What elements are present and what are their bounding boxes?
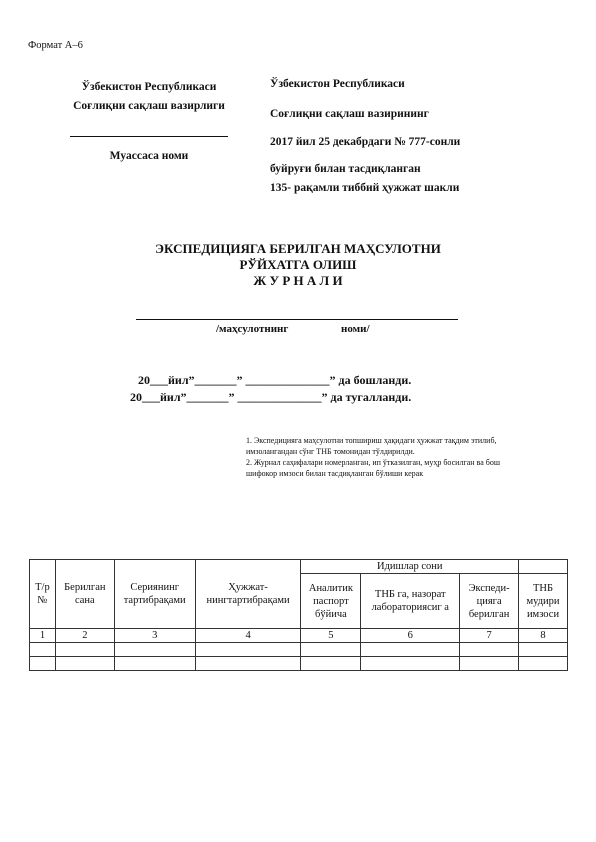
right-ministry: Соғлиқни сақлаш вазирининг	[270, 108, 429, 120]
table-cell[interactable]	[30, 643, 56, 657]
table-cell[interactable]	[519, 657, 568, 671]
header-number: Т/р №	[30, 560, 56, 629]
caption-part-1: /маҳсулотнинг	[216, 323, 289, 335]
note-1: 1. Экспедицияга маҳсулотни топшириш ҳақидаги ҳужжат тақдим этилиб, имзолангандан сўнг ТНБ томонидан тўлдирилди.	[246, 436, 497, 456]
title-line-2: РЎЙХАТГА ОЛИШ	[239, 257, 357, 272]
journal-dates	[130, 372, 470, 406]
end-date[interactable]: 20___йил”_______” ______________” да тугалланди.	[130, 390, 412, 404]
column-numbers-row	[30, 629, 568, 643]
table-row	[30, 643, 568, 657]
column-number: 2	[55, 629, 114, 643]
format-label: Формат А–6	[28, 40, 83, 51]
right-approved: буйруғи билан тасдиқланган	[270, 163, 421, 175]
header-date: Берилган сана	[55, 560, 114, 629]
journal-title	[60, 241, 536, 289]
product-name-line[interactable]	[136, 319, 458, 320]
table-cell[interactable]	[361, 657, 460, 671]
column-number: 3	[114, 629, 195, 643]
header-lab: ТНБ га, назорат лабораториясиг а	[361, 574, 460, 629]
table-cell[interactable]	[195, 657, 301, 671]
institution-label: Муассаса номи	[109, 150, 189, 162]
products-table	[29, 559, 568, 671]
header-series: Сериянинг тартибрақами	[114, 560, 195, 629]
notes	[246, 435, 516, 479]
table-cell[interactable]	[114, 643, 195, 657]
table-cell[interactable]	[55, 657, 114, 671]
title-line-1: ЭКСПЕДИЦИЯГА БЕРИЛГАН МАҲСУЛОТНИ	[155, 241, 441, 256]
caption-part-2: номи/	[341, 323, 370, 335]
table-cell[interactable]	[30, 657, 56, 671]
left-republic: Ўзбекистон Республикаси	[81, 81, 217, 93]
institution-name-line[interactable]	[70, 136, 228, 137]
header-empty	[519, 560, 568, 574]
column-number: 5	[301, 629, 361, 643]
header-signature: ТНБ мудири имзоси	[519, 574, 568, 629]
column-number: 8	[519, 629, 568, 643]
start-date[interactable]: 20___йил”_______” ______________” да бошланди.	[138, 373, 412, 387]
table-cell[interactable]	[361, 643, 460, 657]
table-cell[interactable]	[519, 643, 568, 657]
left-header	[40, 78, 258, 166]
column-number: 1	[30, 629, 56, 643]
table-row	[30, 657, 568, 671]
table-cell[interactable]	[114, 657, 195, 671]
left-ministry: Соғлиқни сақлаш вазирлиги	[73, 100, 225, 112]
table-cell[interactable]	[460, 657, 519, 671]
table-cell[interactable]	[301, 657, 361, 671]
header-containers-group: Идишлар сони	[301, 560, 519, 574]
table-cell[interactable]	[301, 643, 361, 657]
right-order: 2017 йил 25 декабрдаги № 777-сонли	[270, 136, 461, 148]
header-expedition: Экспеди-цияга берилган	[460, 574, 519, 629]
right-form: 135- рақамли тиббий ҳужжат шакли	[270, 182, 460, 194]
table-cell[interactable]	[460, 643, 519, 657]
note-2: 2. Журнал саҳифалари номерланган, ип ўтказилган, муҳр босилган ва бош шифокор имзоси билан тасдиқланган бўлиши керак	[246, 458, 500, 478]
right-republic: Ўзбекистон Республикаси	[270, 78, 405, 90]
column-number: 6	[361, 629, 460, 643]
table-cell[interactable]	[55, 643, 114, 657]
title-line-3: Ж У Р Н А Л И	[253, 273, 343, 288]
header-document: Ҳужжат-нингтартибрақами	[195, 560, 301, 629]
column-number: 7	[460, 629, 519, 643]
table-cell[interactable]	[195, 643, 301, 657]
header-analytic-passport: Аналитик паспорт бўйича	[301, 574, 361, 629]
column-number: 4	[195, 629, 301, 643]
